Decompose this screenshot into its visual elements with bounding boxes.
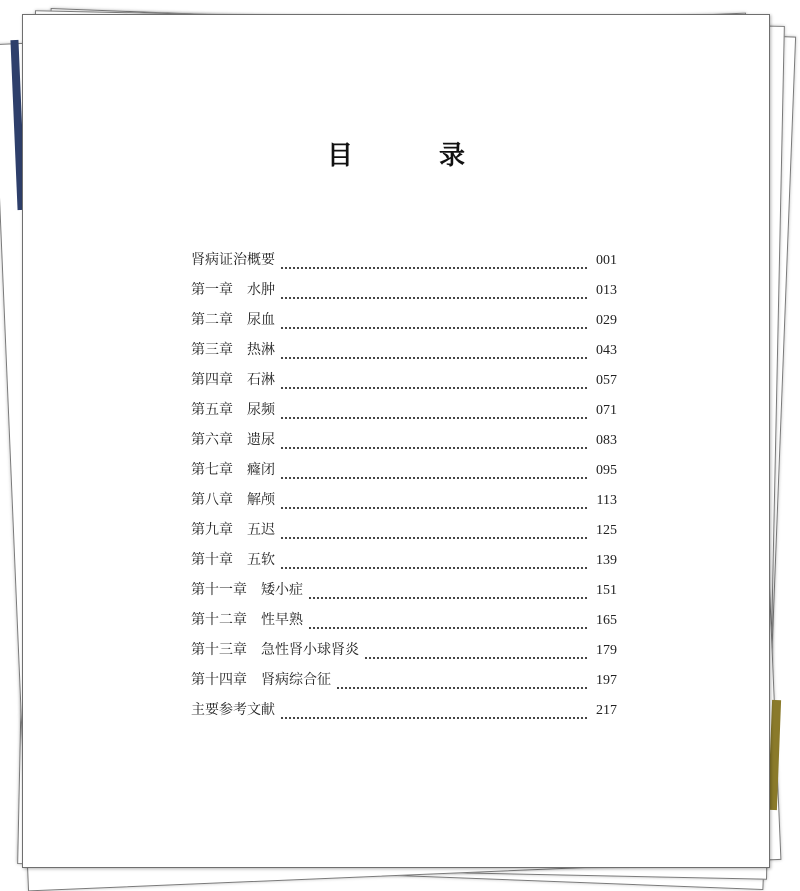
toc-leader-dots [281,536,587,539]
toc-entry-label: 第六章 遗尿 [191,432,275,448]
toc-entry-page-number: 125 [596,523,617,538]
toc-leader-dots [281,326,587,329]
toc-entry-page-number: 001 [596,253,617,268]
toc-leader-dots [365,656,587,659]
toc-entry-page-number: 029 [596,313,617,328]
toc-leader-dots [281,566,587,569]
toc-entry[interactable] [191,339,617,369]
toc-entry-page-number: 113 [596,493,617,508]
toc-entry[interactable] [191,519,617,549]
toc-entry-label: 第七章 癃闭 [191,462,275,478]
toc-entry[interactable] [191,279,617,309]
toc-entry-label: 第二章 尿血 [191,312,275,328]
toc-entry[interactable] [191,429,617,459]
toc-entry-label: 第十四章 肾病综合征 [191,672,331,688]
toc-leader-dots [281,296,587,299]
toc-list [191,249,617,729]
toc-page [22,14,770,868]
toc-entry-page-number: 043 [596,343,617,358]
toc-entry[interactable] [191,579,617,609]
toc-leader-dots [281,386,587,389]
toc-leader-dots [309,626,587,629]
toc-entry[interactable] [191,669,617,699]
toc-entry-page-number: 013 [596,283,617,298]
toc-entry-page-number: 197 [596,673,617,688]
toc-entry[interactable] [191,309,617,339]
toc-entry-label: 第八章 解颅 [191,492,275,508]
toc-entry-label: 第一章 水肿 [191,282,275,298]
toc-entry-page-number: 083 [596,433,617,448]
toc-entry-page-number: 151 [596,583,617,598]
toc-entry-label: 第十一章 矮小症 [191,582,303,598]
toc-entry-page-number: 165 [596,613,617,628]
toc-leader-dots [281,356,587,359]
toc-entry[interactable] [191,489,617,519]
toc-entry[interactable] [191,399,617,429]
toc-entry-label: 第四章 石淋 [191,372,275,388]
toc-leader-dots [309,596,587,599]
toc-entry-label: 主要参考文献 [191,702,275,718]
toc-leader-dots [281,716,587,719]
toc-entry[interactable] [191,249,617,279]
toc-entry-page-number: 057 [596,373,617,388]
toc-entry-page-number: 217 [596,703,617,718]
toc-entry-label: 第十三章 急性肾小球肾炎 [191,642,359,658]
toc-leader-dots [281,506,587,509]
toc-leader-dots [337,686,587,689]
toc-entry[interactable] [191,609,617,639]
page-title: 目 录 [326,141,495,171]
toc-entry-label: 第九章 五迟 [191,522,275,538]
toc-leader-dots [281,416,587,419]
toc-entry-page-number: 179 [596,643,617,658]
toc-entry[interactable] [191,639,617,669]
toc-entry[interactable] [191,459,617,489]
toc-entry[interactable] [191,549,617,579]
toc-entry[interactable] [191,699,617,729]
toc-entry-label: 第十章 五软 [191,552,275,568]
toc-leader-dots [281,446,587,449]
toc-entry[interactable] [191,369,617,399]
toc-entry-page-number: 071 [596,403,617,418]
toc-entry-label: 第三章 热淋 [191,342,275,358]
toc-leader-dots [281,266,587,269]
toc-leader-dots [281,476,587,479]
toc-entry-label: 第五章 尿频 [191,402,275,418]
toc-entry-label: 肾病证治概要 [191,252,275,268]
toc-entry-page-number: 139 [596,553,617,568]
toc-entry-page-number: 095 [596,463,617,478]
toc-entry-label: 第十二章 性早熟 [191,612,303,628]
